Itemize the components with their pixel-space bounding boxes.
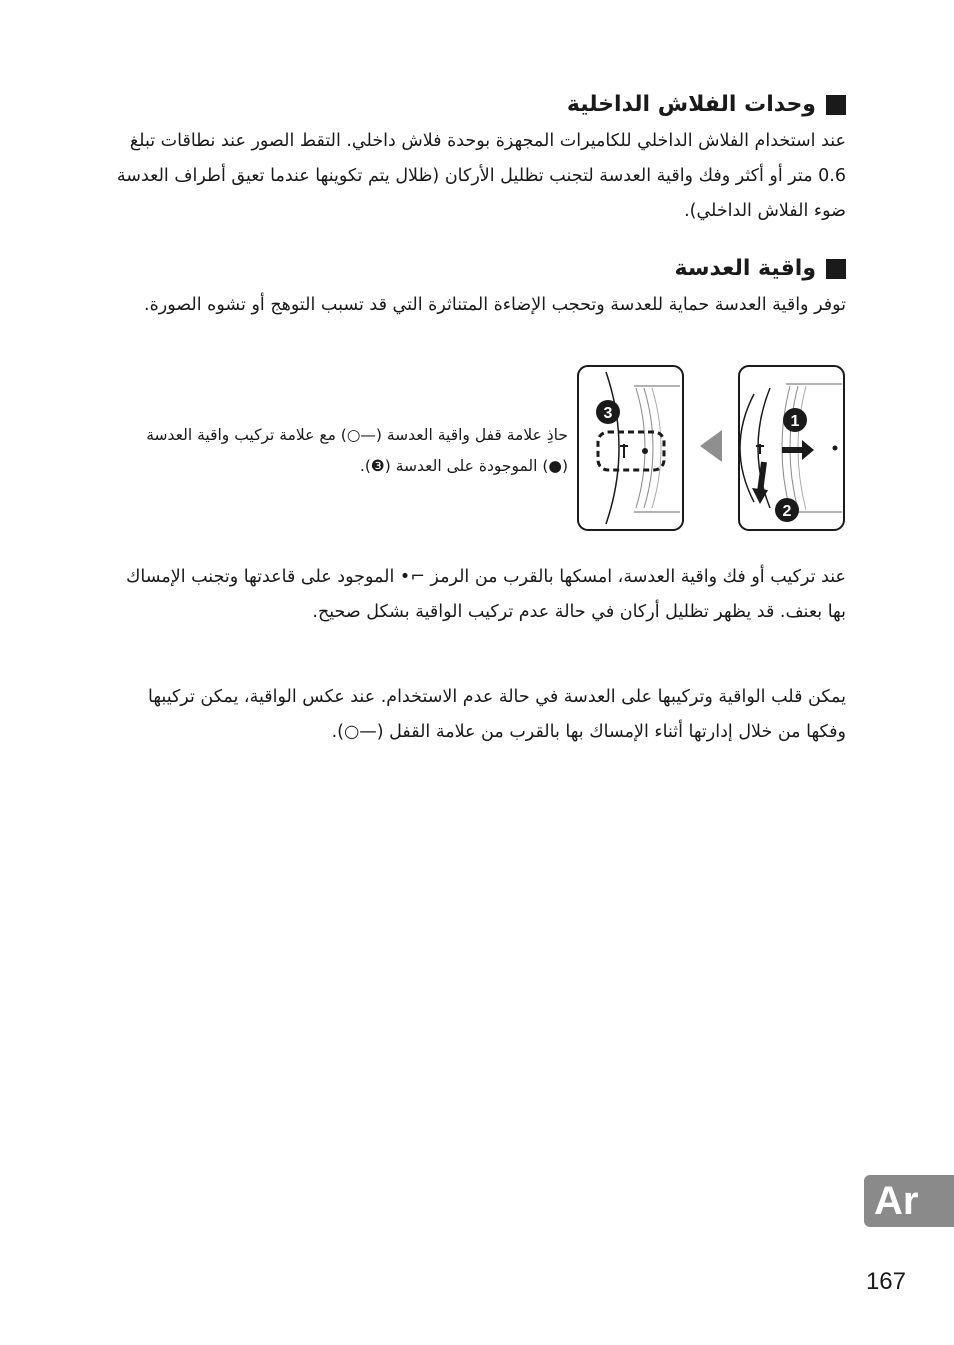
svg-text:3: 3 bbox=[603, 405, 613, 422]
language-tab: Ar bbox=[864, 1175, 954, 1227]
arrow-left-icon bbox=[700, 430, 722, 462]
page-number: 167 bbox=[865, 1268, 906, 1295]
section-heading-lens-hood bbox=[106, 252, 846, 286]
figure-caption: حاذِ علامة قفل واقية العدسة (—○) مع علامة تركيب واقية العدسة (●) الموجودة على العدسة (❸). bbox=[146, 426, 568, 475]
svg-text:1: 1 bbox=[790, 413, 800, 430]
heading-square-icon bbox=[826, 259, 846, 279]
section-heading-text: وحدات الفلاش الداخلية bbox=[566, 92, 816, 117]
hood-handling-paragraph: عند تركيب أو فك واقية العدسة، امسكها بالقرب من الرمز ⌐• الموجود على قاعدتها وتجنب الإمساك بها بعنف. قد يظهر تظليل أركان في حالة عدم تركيب الواقية بشكل صحيح. bbox=[125, 567, 846, 622]
step-2-badge bbox=[775, 498, 799, 522]
lens-hood-figure bbox=[576, 364, 846, 532]
step-3-badge bbox=[596, 400, 620, 424]
step-1-badge bbox=[783, 408, 807, 432]
svg-text:2: 2 bbox=[782, 503, 792, 520]
section-paragraph-flash: عند استخدام الفلاش الداخلي للكاميرات المجهزة بوحدة فلاش داخلي. التقط الصور عند نطاقات تبلغ 0.6 متر أو أكثر وفك واقية العدسة لتجنب تظليل الأركان (ظلال يتم تكوينها عندما تعيق أطراف العدسة ضوء الفلاش الداخلي). bbox=[116, 131, 846, 221]
section-heading-text: واقية العدسة bbox=[674, 256, 816, 281]
section-paragraph-lens-hood: توفر واقية العدسة حماية للعدسة وتحجب الإضاءة المتناثرة التي قد تسبب التوهج أو تشوه الصورة. bbox=[144, 295, 846, 315]
heading-square-icon bbox=[826, 95, 846, 115]
section-heading-flash bbox=[106, 88, 846, 122]
hood-reverse-paragraph: يمكن قلب الواقية وتركيبها على العدسة في حالة عدم الاستخدام. عند عكس الواقية، يمكن تركيبها وفكها من خلال إدارتها أثناء الإمساك بها بالقرب من علامة القفل (—○). bbox=[148, 687, 846, 742]
hood-locked-panel bbox=[578, 366, 683, 530]
